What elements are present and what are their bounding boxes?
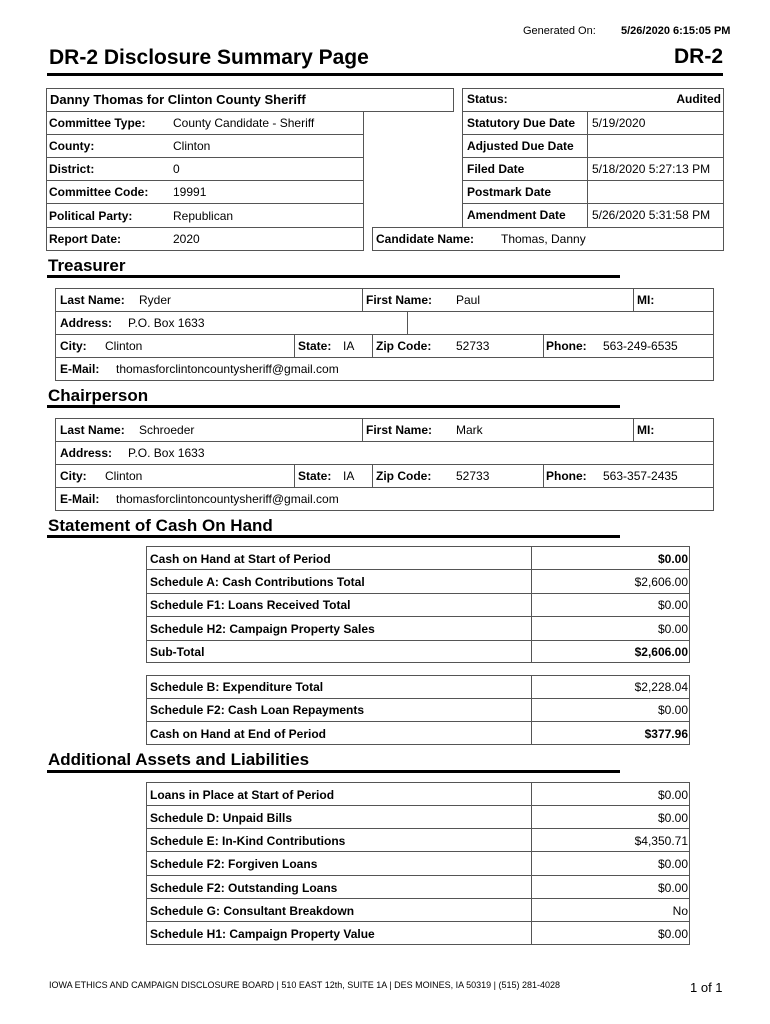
schedule-h2-label: Schedule H2: Campaign Property Sales bbox=[150, 622, 375, 636]
schedule-f2-forgiven-label: Schedule F2: Forgiven Loans bbox=[150, 857, 318, 871]
filed-date-value: 5/18/2020 5:27:13 PM bbox=[592, 162, 711, 176]
candidate-name-value: Thomas, Danny bbox=[501, 232, 586, 246]
treasurer-state: IA bbox=[343, 339, 355, 353]
cash-end-label: Cash on Hand at End of Period bbox=[150, 727, 327, 741]
treasurer-email-label: E-Mail: bbox=[60, 362, 100, 376]
cash-heading: Statement of Cash On Hand bbox=[48, 516, 273, 535]
amendment-date-label: Amendment Date bbox=[467, 208, 566, 222]
assets-heading: Additional Assets and Liabilities bbox=[48, 750, 310, 769]
county-value: Clinton bbox=[173, 139, 211, 153]
chairperson-first-name: Mark bbox=[456, 423, 483, 437]
treasurer-last-name-label: Last Name: bbox=[60, 293, 125, 307]
schedule-d-label: Schedule D: Unpaid Bills bbox=[150, 811, 293, 825]
schedule-a-label: Schedule A: Cash Contributions Total bbox=[150, 575, 365, 589]
title-rule bbox=[47, 73, 723, 76]
political-party-label: Political Party: bbox=[49, 209, 133, 223]
treasurer-city-label: City: bbox=[60, 339, 87, 353]
chairperson-last-name: Schroeder bbox=[139, 423, 195, 437]
cash-rule bbox=[47, 535, 620, 538]
footer-address: IOWA ETHICS AND CAMPAIGN DISCLOSURE BOARD | 510 EAST 12th, SUITE 1A | DES MOINES, IA 50319 | (515) 281-4028 bbox=[49, 980, 561, 990]
treasurer-heading: Treasurer bbox=[48, 256, 126, 275]
schedule-f2-repayments-value: $0.00 bbox=[657, 703, 688, 717]
postmark-date-label: Postmark Date bbox=[467, 185, 552, 199]
committee-type-value: County Candidate - Sheriff bbox=[173, 116, 315, 130]
chairperson-mi-label: MI: bbox=[637, 423, 655, 437]
district-label: District: bbox=[49, 162, 95, 176]
treasurer-first-name-label: First Name: bbox=[366, 293, 433, 307]
status-value: Audited bbox=[676, 92, 721, 106]
treasurer-address-label: Address: bbox=[60, 316, 113, 330]
chairperson-zip: 52733 bbox=[456, 469, 490, 483]
status-label: Status: bbox=[467, 92, 508, 106]
schedule-f2-outstanding-label: Schedule F2: Outstanding Loans bbox=[150, 881, 338, 895]
schedule-d-value: $0.00 bbox=[657, 811, 688, 825]
report-date-label: Report Date: bbox=[49, 232, 122, 246]
candidate-name-label: Candidate Name: bbox=[376, 232, 475, 246]
filed-date-label: Filed Date bbox=[467, 162, 525, 176]
chairperson-city-label: City: bbox=[60, 469, 87, 483]
chairperson-zip-label: Zip Code: bbox=[376, 469, 432, 483]
treasurer-zip: 52733 bbox=[456, 339, 490, 353]
loans-start-value: $0.00 bbox=[657, 788, 688, 802]
chairperson-last-name-label: Last Name: bbox=[60, 423, 125, 437]
treasurer-city: Clinton bbox=[105, 339, 143, 353]
treasurer-mi-label: MI: bbox=[637, 293, 655, 307]
treasurer-zip-label: Zip Code: bbox=[376, 339, 432, 353]
cash-start-label: Cash on Hand at Start of Period bbox=[150, 552, 331, 566]
statutory-due-date-label: Statutory Due Date bbox=[467, 116, 576, 130]
chairperson-rule bbox=[47, 405, 620, 408]
schedule-e-value: $4,350.71 bbox=[634, 834, 688, 848]
statutory-due-date-value: 5/19/2020 bbox=[592, 116, 646, 130]
treasurer-email: thomasforclintoncountysheriff@gmail.com bbox=[116, 362, 339, 376]
committee-type-label: Committee Type: bbox=[49, 116, 146, 130]
schedule-h1-label: Schedule H1: Campaign Property Value bbox=[150, 927, 375, 941]
political-party-value: Republican bbox=[173, 209, 234, 223]
county-label: County: bbox=[49, 139, 95, 153]
subtotal-label: Sub-Total bbox=[150, 645, 205, 659]
committee-name: Danny Thomas for Clinton County Sheriff bbox=[50, 92, 306, 107]
chairperson-phone: 563-357-2435 bbox=[603, 469, 678, 483]
report-date-value: 2020 bbox=[173, 232, 200, 246]
committee-details-box bbox=[46, 111, 364, 251]
adjusted-due-date-label: Adjusted Due Date bbox=[467, 139, 574, 153]
assets-rule bbox=[47, 770, 620, 773]
chairperson-heading: Chairperson bbox=[48, 386, 149, 405]
status-dates-box bbox=[462, 88, 724, 228]
chairperson-city: Clinton bbox=[105, 469, 143, 483]
chairperson-phone-label: Phone: bbox=[546, 469, 587, 483]
schedule-h1-value: $0.00 bbox=[657, 927, 688, 941]
generated-on-label: Generated On: bbox=[523, 25, 596, 37]
schedule-f2-repayments-label: Schedule F2: Cash Loan Repayments bbox=[150, 703, 365, 717]
subtotal-value: $2,606.00 bbox=[634, 645, 688, 659]
chairperson-address: P.O. Box 1633 bbox=[128, 446, 205, 460]
treasurer-rule bbox=[47, 275, 620, 278]
amendment-date-value: 5/26/2020 5:31:58 PM bbox=[592, 208, 711, 222]
cash-start-value: $0.00 bbox=[657, 552, 688, 566]
schedule-g-value: No bbox=[672, 904, 688, 918]
schedule-g-label: Schedule G: Consultant Breakdown bbox=[150, 904, 355, 918]
chairperson-state: IA bbox=[343, 469, 355, 483]
chairperson-email-label: E-Mail: bbox=[60, 492, 100, 506]
chairperson-state-label: State: bbox=[298, 469, 332, 483]
committee-code-value: 19991 bbox=[173, 185, 207, 199]
loans-start-label: Loans in Place at Start of Period bbox=[150, 788, 335, 802]
schedule-a-value: $2,606.00 bbox=[634, 575, 688, 589]
generated-on-value: 5/26/2020 6:15:05 PM bbox=[621, 25, 731, 37]
schedule-h2-value: $0.00 bbox=[657, 622, 688, 636]
page-title: DR-2 Disclosure Summary Page bbox=[49, 46, 369, 69]
chairperson-address-label: Address: bbox=[60, 446, 113, 460]
chairperson-first-name-label: First Name: bbox=[366, 423, 433, 437]
schedule-f2-forgiven-value: $0.00 bbox=[657, 857, 688, 871]
chairperson-email: thomasforclintoncountysheriff@gmail.com bbox=[116, 492, 339, 506]
treasurer-address: P.O. Box 1633 bbox=[128, 316, 205, 330]
committee-code-label: Committee Code: bbox=[49, 185, 149, 199]
cash-end-value: $377.96 bbox=[644, 727, 688, 741]
page-number: 1 of 1 bbox=[690, 980, 723, 995]
form-code: DR-2 bbox=[674, 45, 724, 68]
treasurer-phone-label: Phone: bbox=[546, 339, 587, 353]
treasurer-phone: 563-249-6535 bbox=[603, 339, 678, 353]
treasurer-state-label: State: bbox=[298, 339, 332, 353]
treasurer-last-name: Ryder bbox=[139, 293, 172, 307]
schedule-f1-value: $0.00 bbox=[657, 598, 688, 612]
treasurer-first-name: Paul bbox=[456, 293, 481, 307]
schedule-f2-outstanding-value: $0.00 bbox=[657, 881, 688, 895]
schedule-e-label: Schedule E: In-Kind Contributions bbox=[150, 834, 346, 848]
schedule-b-value: $2,228.04 bbox=[634, 680, 688, 694]
district-value: 0 bbox=[173, 162, 180, 176]
schedule-f1-label: Schedule F1: Loans Received Total bbox=[150, 598, 351, 612]
schedule-b-label: Schedule B: Expenditure Total bbox=[150, 680, 324, 694]
